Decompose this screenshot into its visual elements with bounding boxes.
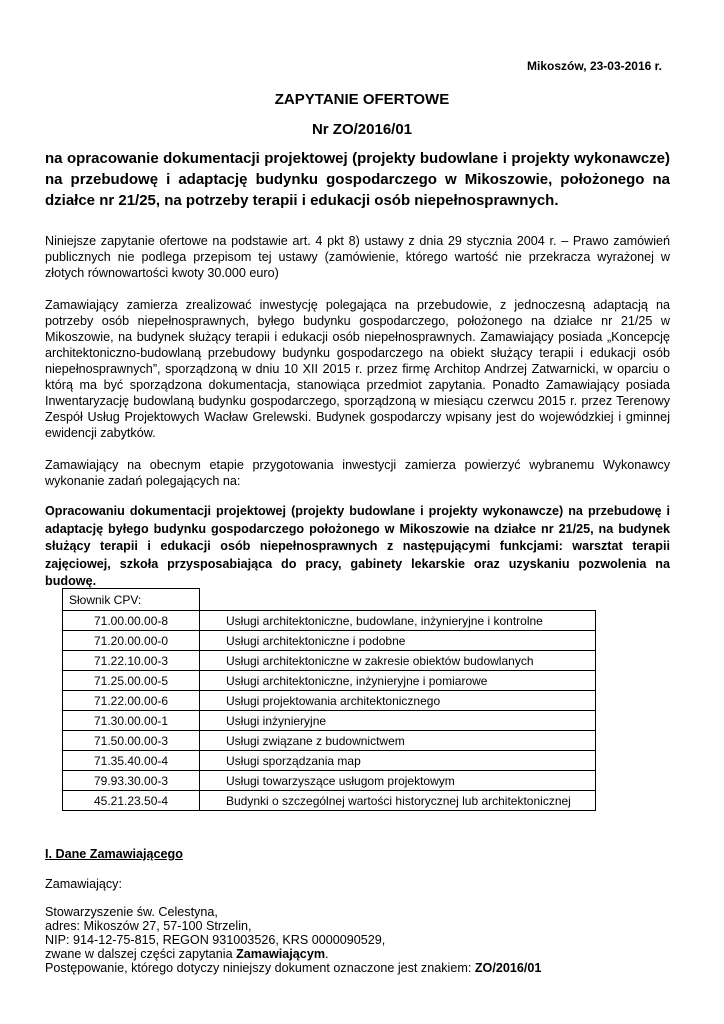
paragraph-legal-basis: Niniejsze zapytanie ofertowe na podstawie art. 4 pkt 8) ustawy z dnia 29 stycznia 2004 r. – Prawo zamówień publicznych nie podlega przepisom tej ustawy (zamówienie, którego wartość nie przekracza wyrażonej w złotych równowartości kwoty 30.000 euro) (45, 234, 670, 280)
orderer-label: Zamawiający: (45, 877, 122, 891)
section-heading: I. Dane Zamawiającego (45, 847, 183, 861)
cpv-row (63, 611, 596, 631)
cpv-row (63, 651, 596, 671)
document-date: Mikoszów, 23-03-2016 r. (527, 59, 662, 73)
cpv-code: 71.30.00.00-1 (63, 711, 200, 731)
cpv-code: 71.22.10.00-3 (63, 651, 200, 671)
cpv-description: Budynki o szczególnej wartości historycznej lub architektonicznej (200, 791, 596, 811)
orderer-address: adres: Mikoszów 27, 57-100 Strzelin, (45, 919, 252, 933)
orderer-alias: zwane w dalszej części zapytania Zamawiającym. (45, 947, 329, 961)
cpv-code: 71.20.00.00-0 (63, 631, 200, 651)
cpv-code: 71.50.00.00-3 (63, 731, 200, 751)
cpv-description: Usługi towarzyszące usługom projektowym (200, 771, 596, 791)
cpv-row (63, 711, 596, 731)
cpv-code: 71.22.00.00-6 (63, 691, 200, 711)
document-title: ZAPYTANIE OFERTOWE (274, 91, 450, 108)
cpv-code: 71.35.40.00-4 (63, 751, 200, 771)
cpv-row (63, 691, 596, 711)
cpv-description: Usługi związane z budownictwem (200, 731, 596, 751)
cpv-row (63, 751, 596, 771)
cpv-description: Usługi projektowania architektonicznego (200, 691, 596, 711)
orderer-details (45, 905, 670, 975)
paragraph-scope: Opracowaniu dokumentacji projektowej (projekty budowlane i projekty wykonawcze) na przebudowę i adaptację byłego budynku gospodarczego położonego w Mikoszowie na działce nr 21/25, na budynek służący terapii i edukacji osób niepełnosprawnych z następującymi funkcjami: warsztat terapii zajęciowej, szkoła przysposabiająca do pracy, gabinety lekarskie oraz uzyskaniu pozwolenia na budowę. (45, 504, 670, 588)
procedure-mark: Postępowanie, którego dotyczy niniejszy dokument oznaczone jest znakiem: ZO/2016/01 (45, 961, 542, 975)
cpv-code: 79.93.30.00-3 (63, 771, 200, 791)
cpv-row (63, 671, 596, 691)
cpv-row (63, 771, 596, 791)
orderer-ids: NIP: 914-12-75-815, REGON 931003526, KRS 0000090529, (45, 933, 386, 947)
document-subject: na opracowanie dokumentacji projektowej (projekty budowlane i projekty wykonawcze) na przebudowę i adaptację budynku gospodarczego w Mikoszowie, położonego na działce nr 21/25, na potrzeby terapii i edukacji osób niepełnosprawnych. (45, 150, 670, 209)
cpv-code: 45.21.23.50-4 (63, 791, 200, 811)
cpv-table (62, 588, 596, 811)
cpv-description: Usługi architektoniczne, budowlane, inżynieryjne i kontrolne (200, 611, 596, 631)
cpv-code: 71.00.00.00-8 (63, 611, 200, 631)
cpv-header-row (63, 589, 596, 611)
paragraph-investment: Zamawiający zamierza zrealizować inwestycję polegająca na przebudowie, z jednoczesną adaptacją na potrzeby osób niepełnosprawnych, byłego budynku gospodarczego, położonego na działce nr 21/25 w Mikoszowie, na budynek służący terapii i edukacji osób niepełnosprawnych. Zamawiający posiada „Koncepcję architektoniczno-budowlaną przebudowy budynku gospodarczego na obiekt służący terapii i edukacji osób niepełnosprawnych”, sporządzoną w dniu 10 XII 2015 r. przez firmę Architop Andrzej Zatwarnicki, w oparciu o którą ma być sporządzona dokumentacja, stanowiąca przedmiot zapytania. Ponadto Zamawiający posiada Inwentaryzację budowlaną budynku gospodarczego, sporządzoną w miesiącu czerwcu 2015 r. przez Terenowy Zespół Usług Projektowych Wacław Grelewski. Budynek gospodarczy wpisany jest do wojewódzkiej i gminnej ewidencji zabytków. (45, 298, 670, 440)
document-number: Nr ZO/2016/01 (311, 121, 413, 138)
cpv-description: Usługi architektoniczne i podobne (200, 631, 596, 651)
cpv-code: 71.25.00.00-5 (63, 671, 200, 691)
cpv-description: Usługi inżynieryjne (200, 711, 596, 731)
cpv-row (63, 791, 596, 811)
cpv-row (63, 631, 596, 651)
cpv-description: Usługi sporządzania map (200, 751, 596, 771)
paragraph-scope-intro: Zamawiający na obecnym etapie przygotowania inwestycji zamierza powierzyć wybranemu Wykonawcy wykonanie zadań polegających na: (45, 458, 670, 488)
cpv-header: Słownik CPV: (63, 589, 200, 611)
orderer-name: Stowarzyszenie św. Celestyna, (45, 905, 218, 919)
cpv-description: Usługi architektoniczne, inżynieryjne i pomiarowe (200, 671, 596, 691)
cpv-description: Usługi architektoniczne w zakresie obiektów budowlanych (200, 651, 596, 671)
cpv-row (63, 731, 596, 751)
